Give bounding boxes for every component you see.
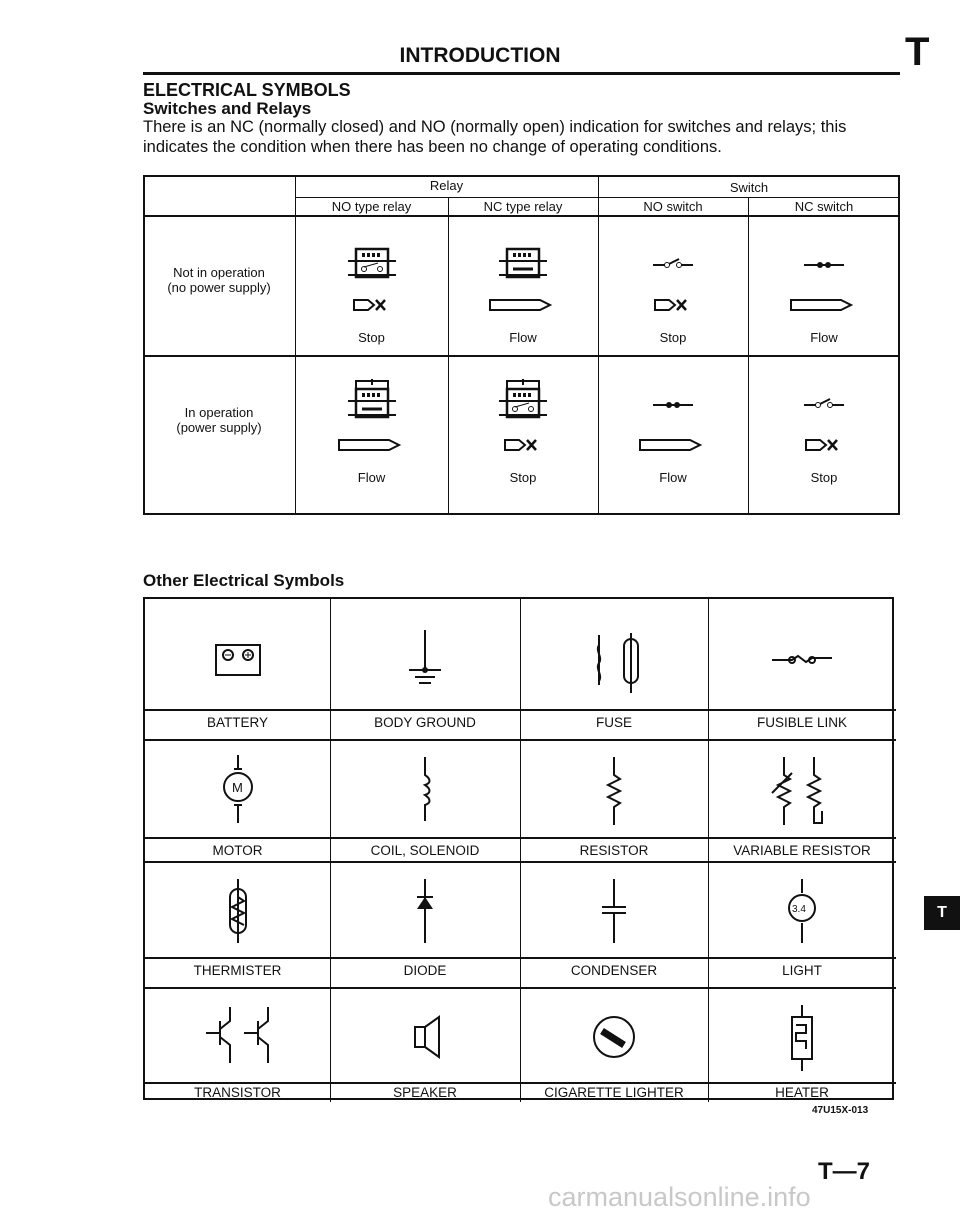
divider (145, 957, 896, 959)
diode-icon (385, 875, 465, 947)
stop-arrow-icon (503, 437, 543, 458)
row-label: Not in operation (no power supply) (167, 265, 271, 295)
state-label: Stop (358, 330, 385, 345)
motor-icon (198, 753, 278, 825)
state-label: Stop (509, 470, 537, 485)
symbol-label: LIGHT (782, 963, 822, 978)
divider (145, 709, 896, 711)
no-switch-icon (643, 377, 703, 432)
nc-relay-icon (493, 237, 553, 292)
state-label: Stop (810, 470, 838, 485)
no-relay-icon (342, 377, 402, 432)
divider (143, 355, 900, 357)
stop-arrow-icon (653, 297, 693, 318)
state-label: Flow (810, 330, 838, 345)
side-tab: T (924, 896, 960, 930)
divider (448, 197, 449, 515)
heater-icon (762, 1001, 842, 1073)
symbol-label: DIODE (403, 963, 447, 978)
symbol-label: BODY GROUND (374, 715, 476, 730)
column-header: NO switch (643, 199, 703, 214)
flow-arrow-icon (488, 297, 558, 318)
divider (145, 837, 896, 839)
divider (145, 987, 896, 989)
state-label: Flow (509, 330, 537, 345)
symbols-table (143, 597, 894, 1100)
svg-text:3.4: 3.4 (792, 904, 806, 915)
variable-resistor-icon (762, 753, 842, 825)
relay-table-border (143, 175, 900, 515)
group-header-relay: Relay (429, 178, 464, 193)
condenser-icon (574, 875, 654, 947)
stop-arrow-icon (352, 297, 392, 318)
symbol-label: CONDENSER (570, 963, 658, 978)
symbol-label: FUSE (595, 715, 632, 730)
symbol-label: THERMISTER (193, 963, 282, 978)
intro-paragraph: There is an NC (normally closed) and NO (normally open) indication for switches and relays; this indicates the condition when there has been no change of operating conditions. (143, 118, 847, 156)
thermister-icon (198, 875, 278, 947)
column-header: NC type relay (483, 199, 563, 214)
flow-arrow-icon (789, 297, 859, 318)
heading: ELECTRICAL SYMBOLS (143, 80, 351, 100)
row-label: In operation (power supply) (176, 405, 262, 435)
flow-arrow-icon (638, 437, 708, 458)
nc-switch-icon (794, 237, 854, 292)
symbol-label: HEATER (775, 1085, 829, 1100)
symbol-label: BATTERY (206, 715, 268, 730)
column-header: NC switch (794, 199, 854, 214)
symbol-label: COIL, SOLENOID (370, 843, 480, 858)
watermark: carmanualsonline.info (548, 1182, 811, 1212)
transistor-icon (198, 1001, 278, 1073)
divider (598, 175, 599, 515)
no-relay-icon (342, 237, 402, 292)
subheading: Switches and Relays (143, 99, 312, 118)
symbol-label: VARIABLE RESISTOR (733, 843, 871, 858)
divider (143, 215, 900, 217)
symbol-label: SPEAKER (393, 1085, 457, 1100)
symbol-label: FUSIBLE LINK (756, 715, 848, 730)
nc-relay-icon (493, 377, 553, 432)
page-number: T—7 (818, 1158, 871, 1185)
state-label: Flow (659, 470, 687, 485)
figure-code: 47U15X-013 (812, 1105, 869, 1116)
state-label: Stop (659, 330, 687, 345)
symbol-label: MOTOR (212, 843, 263, 858)
page-title: INTRODUCTION (399, 44, 561, 67)
symbol-label: CIGARETTE LIGHTER (544, 1085, 684, 1100)
divider (145, 739, 896, 741)
nc-switch-icon (794, 377, 854, 432)
symbol-label: TRANSISTOR (194, 1085, 281, 1100)
svg-text:M: M (231, 780, 243, 795)
flow-arrow-icon (337, 437, 407, 458)
group-header-switch: Switch (729, 180, 769, 195)
stop-arrow-icon (804, 437, 844, 458)
header-rule (143, 72, 900, 75)
speaker-icon (385, 1001, 465, 1073)
battery-icon (198, 625, 278, 697)
resistor-icon (574, 753, 654, 825)
fusible-link-icon (762, 625, 842, 697)
other-symbols-heading: Other Electrical Symbols (143, 571, 345, 590)
no-switch-icon (643, 237, 703, 292)
state-label: Flow (357, 470, 386, 485)
coil-icon (385, 753, 465, 825)
section-letter: T (905, 30, 930, 74)
symbol-label: RESISTOR (579, 843, 649, 858)
divider (145, 1082, 896, 1084)
divider (145, 861, 896, 863)
cigarette-lighter-icon (574, 1001, 654, 1073)
fuse-icon (574, 625, 654, 697)
divider (748, 197, 749, 515)
divider (295, 175, 296, 515)
ground-icon (385, 625, 465, 697)
light-icon (762, 875, 842, 947)
column-header: NO type relay (331, 199, 412, 214)
